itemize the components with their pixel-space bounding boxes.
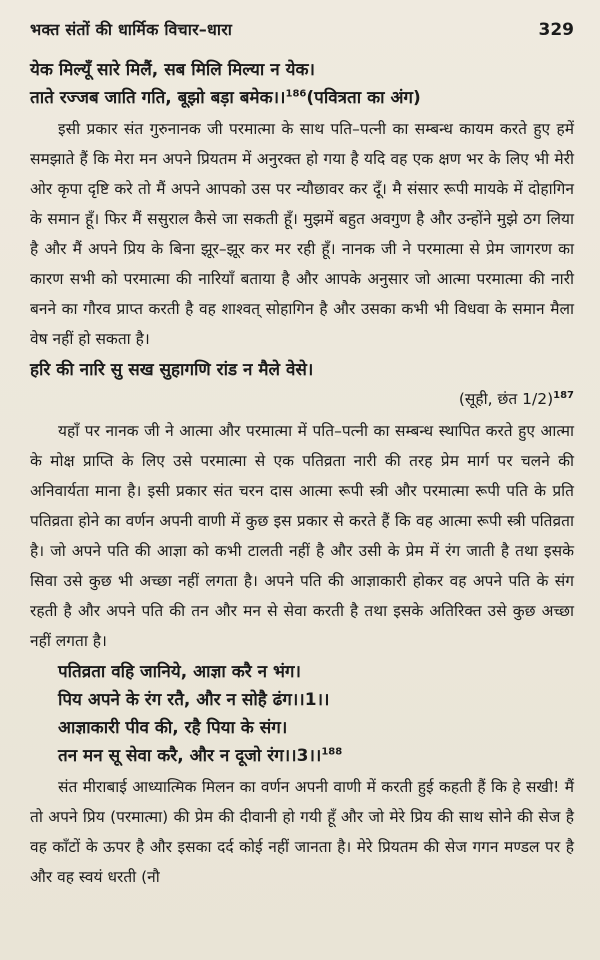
verse-1-source: (पवित्रता का अंग) bbox=[306, 88, 421, 108]
page-header bbox=[30, 18, 574, 40]
verse-3-line-2: पिय अपने के रंग रतै, और न सोहै ढंग।।1।। bbox=[58, 690, 330, 710]
verse-1-line-2 bbox=[30, 84, 574, 112]
verse-2-line-1: हरि की नारि सु सख सुहागणि रांड न मैले वेसे। bbox=[30, 360, 314, 380]
paragraph-2 bbox=[30, 416, 574, 656]
paragraph-2-text: यहाँ पर नानक जी ने आत्मा और परमात्मा में पति–पत्नी का सम्बन्ध स्थापित करते हुए आत्मा के मोक्ष प्राप्ति के लिए उसे परमात्मा से एक पतिव्रता नारी की तरह प्रेम मार्ग पर चलने की अनिवार्यता माना है। इसी प्रकार संत चरन दास आत्मा रूपी स्त्री और परमात्मा रूपी पति के प्रति पतिव्रता होने का वर्णन अपनी वाणी में कुछ इस प्रकार से करते हैं कि वह आत्मा रूपी स्त्री पतिव्रता है। जो अपने पति की आज्ञा को कभी टालती नहीं है और उसी के प्रेम में रंग जाती है तथा इसके सिवा उसे कुछ भी अच्छा नहीं लगता है। अपने पति की आज्ञाकारी होकर वह अपने पति के संग रहती है और अपने पति की तन और मन से सेवा करती है तथा इसके अतिरिक्त उसे कुछ अच्छा नहीं लगता है। bbox=[30, 422, 574, 650]
page-number: 329 bbox=[538, 20, 574, 40]
paragraph-1 bbox=[30, 114, 574, 354]
verse-1-line-1: येक मिल्यूँ सारे मिलैं, सब मिलि मिल्या न येक। bbox=[30, 60, 315, 80]
paragraph-3-text: संत मीराबाई आध्यात्मिक मिलन का वर्णन अपनी वाणी में करती हुई कहती हैं कि हे सखी! मैं तो अपने प्रिय (परमात्मा) की प्रेम की दीवानी हो गयी हूँ और जो मेरे प्रिय की साथ सोने की सेज है वह काँटों के ऊपर है और इसका दर्द कोई नहीं जानता है। मेरे प्रियतम की सेज गगन मण्डल पर है और वह स्वयं धरती (नौ bbox=[30, 778, 574, 886]
footnote-ref-186: 186 bbox=[285, 88, 307, 100]
verse-1-line-2-text: ताते रज्जब जाति गति, बूझो बड़ा बमेक।। bbox=[30, 88, 286, 108]
paragraph-1-text: इसी प्रकार संत गुरुनानक जी परमात्मा के साथ पति–पत्नी का सम्बन्ध कायम करते हुए हमें समझाते हैं कि मेरा मन अपने प्रियतम में अनुरक्त हो गया है यदि वह एक क्षण भर के लिए भी मेरी ओर कृपा दृष्टि करे तो मैं अपने आपको उस पर न्यौछावर कर दूँ। मै संसार रूपी मायके में दोहागिन के समान हूँ। फिर मैं ससुराल कैसे जा सकती हूँ। मुझमें बहुत अवगुण है और उन्होंने मुझे ठग लिया है और मैं अपने प्रिय के बिना झूर–झूर कर मर रही हूँ। नानक जी ने परमात्मा से प्रेम जागरण का कारण सभी को परमात्मा की नारियाँ बताया है और आपके अनुसार जो आत्मा परमात्मा की नारी बनने का गौरव प्राप्त करती है वह शाश्वत् सोहागिन है और उसका कभी भी विधवा के समान मैला वेष नहीं हो सकता है। bbox=[30, 120, 574, 348]
verse-block-2 bbox=[30, 356, 574, 414]
verse-3-line-4 bbox=[30, 742, 574, 770]
verse-block-3 bbox=[30, 658, 574, 770]
verse-3-line-1: पतिव्रता वहि जानिये, आज्ञा करै न भंग। bbox=[58, 662, 301, 682]
verse-2-citation-text: (सूही, छंत 1/2) bbox=[458, 390, 554, 408]
footnote-ref-187: 187 bbox=[553, 389, 574, 401]
verse-3-line-3: आज्ञाकारी पीव की, रहै पिया के संग। bbox=[58, 718, 288, 738]
verse-block-1 bbox=[30, 56, 574, 112]
footnote-ref-188: 188 bbox=[321, 746, 343, 758]
running-title: भक्त संतों की धार्मिक विचार–धारा bbox=[30, 20, 233, 39]
verse-3-line-4-text: तन मन सू सेवा करै, और न दूजो रंग।।3।। bbox=[58, 746, 322, 766]
paragraph-3 bbox=[30, 772, 574, 892]
verse-2-citation bbox=[30, 384, 574, 414]
